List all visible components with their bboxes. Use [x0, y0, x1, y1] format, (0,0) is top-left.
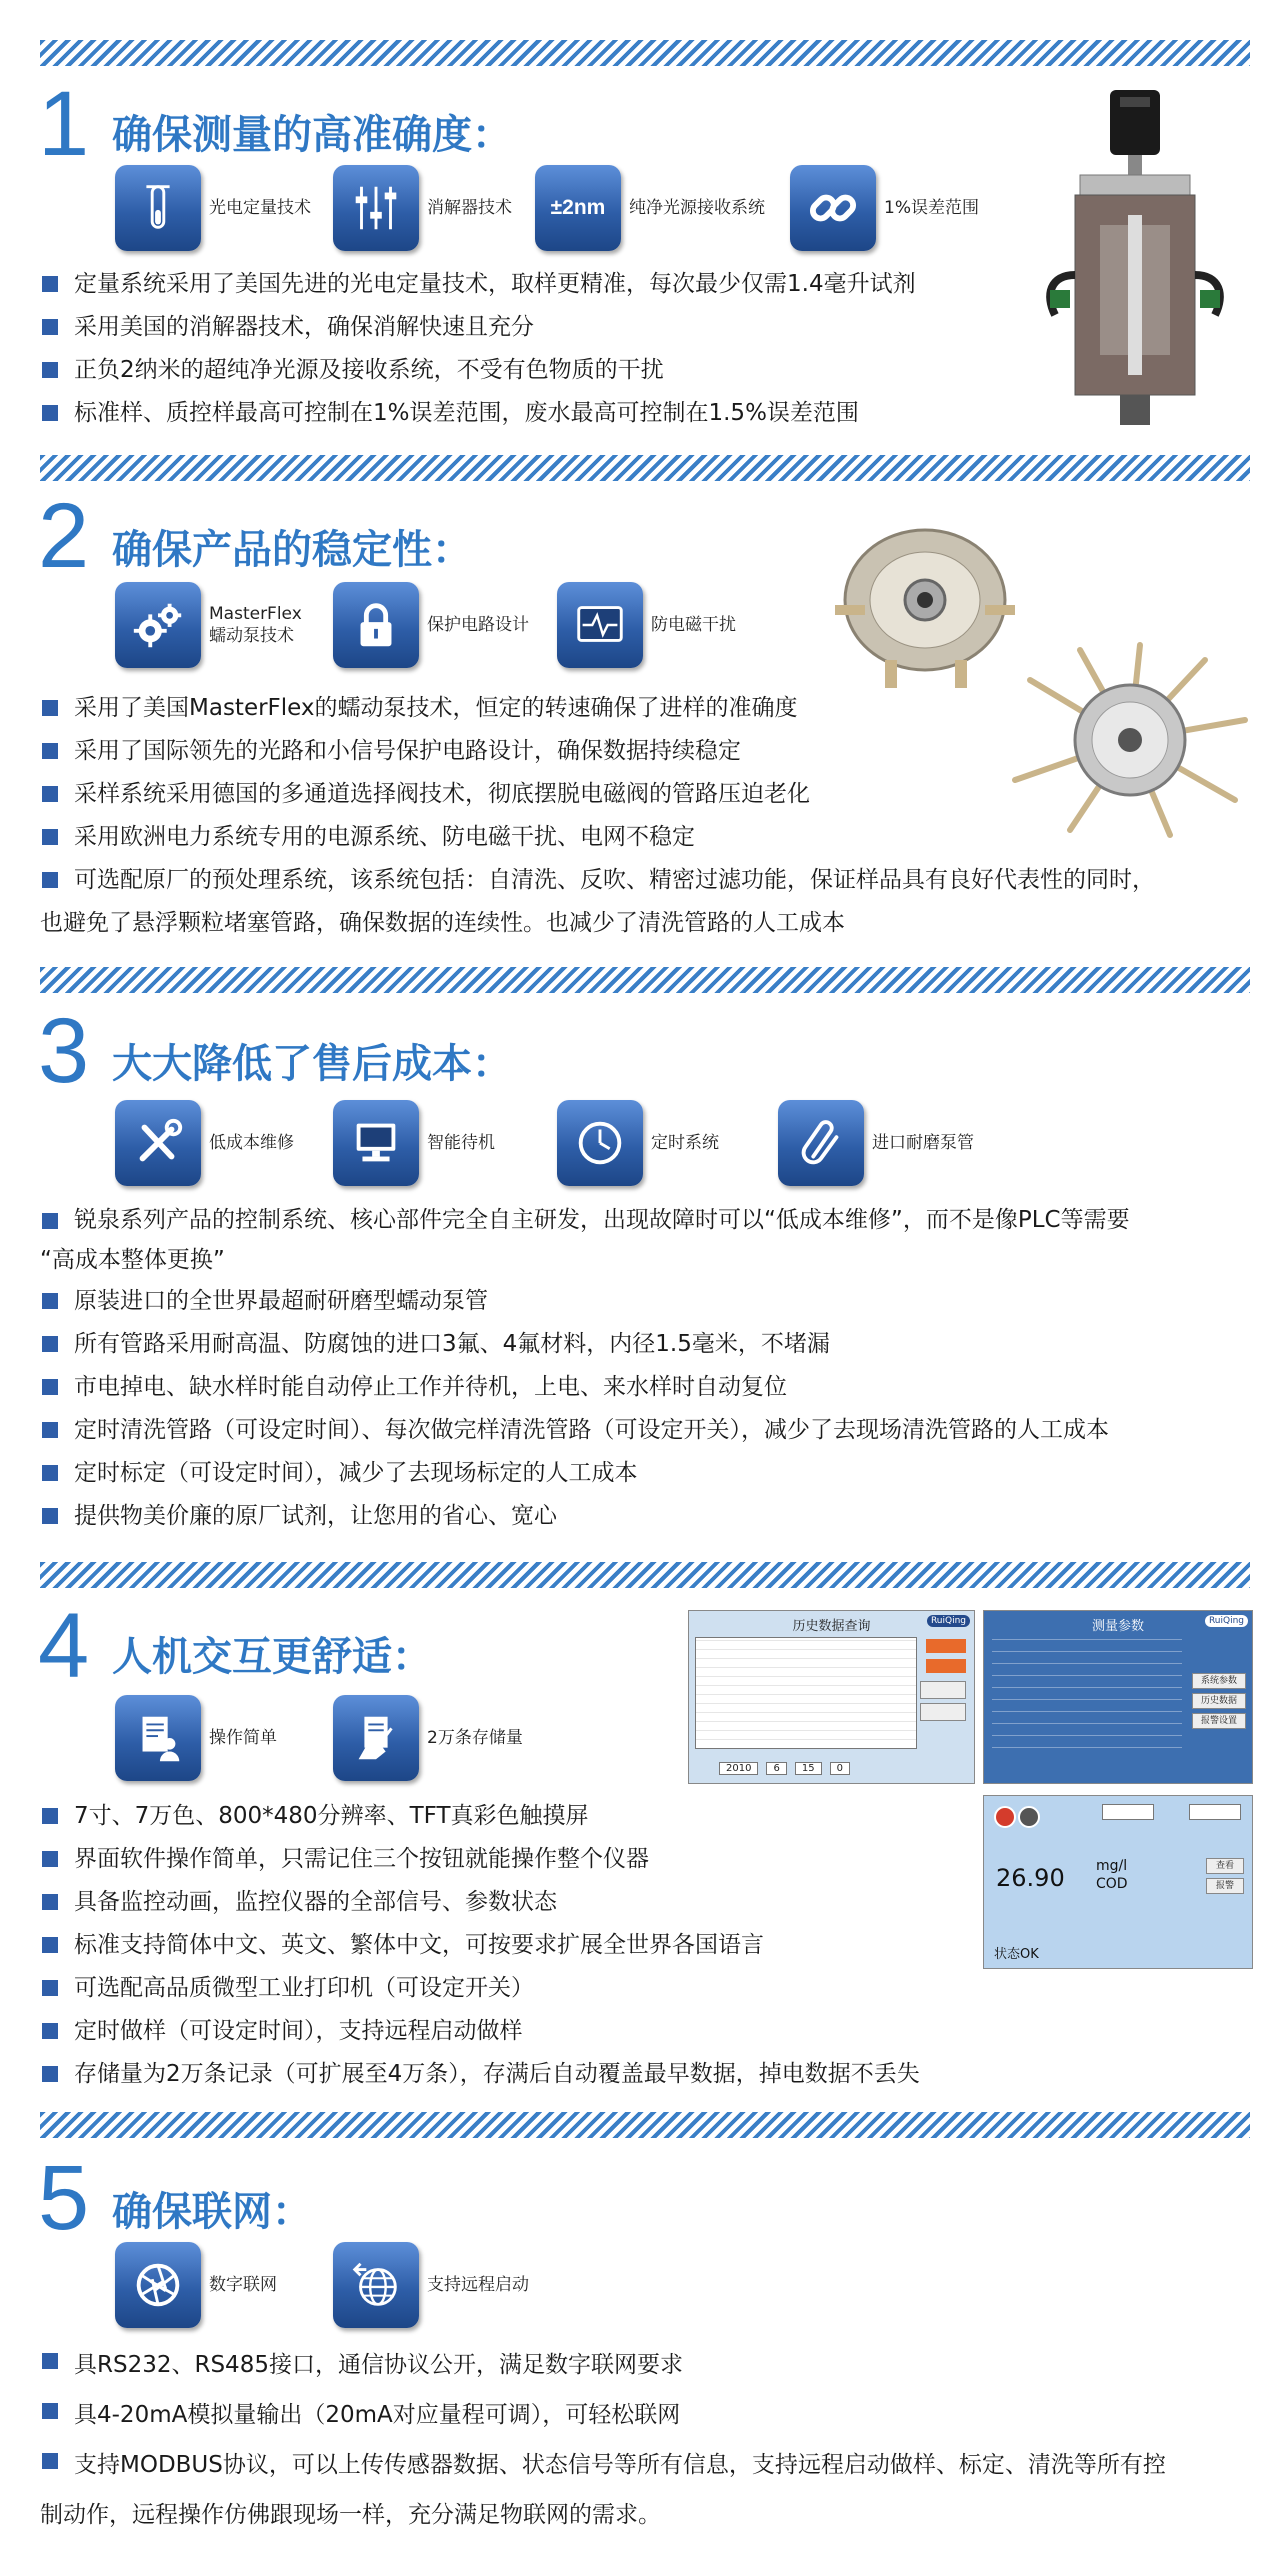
- waveform-monitor-icon: [557, 582, 643, 668]
- section-divider: [40, 2112, 1250, 2138]
- list-item: 定时做样（可设定时间），支持远程启动做样: [40, 2010, 1245, 2053]
- list-item: 具备监控动画，监控仪器的全部信号、参数状态: [40, 1881, 1245, 1924]
- side-button[interactable]: [920, 1703, 966, 1721]
- list-item: 正负2纳米的超纯净光源及接收系统，不受有色物质的干扰: [40, 349, 1245, 392]
- section-divider: [40, 967, 1250, 993]
- list-item: 定时标定（可设定时间），减少了去现场标定的人工成本: [40, 1452, 1245, 1495]
- compass-clock-icon: [557, 1100, 643, 1186]
- feature-label: 进口耐磨泵管: [872, 1132, 974, 1153]
- alarm-button[interactable]: 报警: [1206, 1878, 1244, 1894]
- list-item: 可选配高品质微型工业打印机（可设定开关）: [40, 1967, 1245, 2010]
- feature-item: [115, 580, 302, 670]
- list-item: 市电掉电、缺水样时能自动停止工作并待机，上电、来水样时自动复位: [40, 1366, 1245, 1409]
- section-title: 确保联网：: [112, 2189, 312, 2235]
- list-item: 采用了国际领先的光路和小信号保护电路设计，确保数据持续稳定: [40, 730, 1245, 773]
- feature-label: 定时系统: [651, 1132, 719, 1153]
- year-field[interactable]: 2010: [719, 1762, 758, 1775]
- feature-item: [790, 163, 979, 253]
- list-item: 支持MODBUS协议，可以上传传感器数据、状态信号等所有信息，支持远程启动做样、标定、清洗等所有控: [40, 2440, 1245, 2490]
- feature-item: [535, 163, 765, 253]
- digestion-module-image: [1040, 85, 1230, 445]
- hand-writing-icon: [333, 1695, 419, 1781]
- feature-label: 2万条存储量: [427, 1727, 523, 1748]
- parameter-list: [992, 1639, 1182, 1759]
- section-number: 5: [38, 2147, 90, 2249]
- selection-valve-image: [1010, 640, 1250, 840]
- side-button[interactable]: [926, 1659, 966, 1673]
- chain-link-icon: [790, 165, 876, 251]
- icon-text: ±2nm: [550, 196, 606, 219]
- view-button[interactable]: 查看: [1206, 1858, 1244, 1874]
- day-field[interactable]: 15: [795, 1762, 822, 1775]
- feature-item: [333, 163, 512, 253]
- mixer-sliders-icon: [333, 165, 419, 251]
- computer-icon: [333, 1100, 419, 1186]
- feature-label: [209, 603, 302, 647]
- logo-badge: RuiQing: [1205, 1615, 1248, 1627]
- aperture-network-icon: [115, 2242, 201, 2328]
- input-box[interactable]: [1189, 1804, 1241, 1820]
- list-item: 采用欧洲电力系统专用的电源系统、防电磁干扰、电网不稳定: [40, 816, 1245, 859]
- bullet-list: [40, 2340, 1245, 2540]
- main-display-screen: [983, 1795, 1253, 1969]
- list-item: 存储量为2万条记录（可扩展至4万条），存满后自动覆盖最早数据，掉电数据不丢失: [40, 2053, 1245, 2096]
- section-title: 人机交互更舒适：: [112, 1634, 432, 1680]
- list-item: 可选配原厂的预处理系统，该系统包括：自清洗、反吹、精密过滤功能，保证样品具有良好代表性的同时，: [40, 859, 1245, 902]
- side-button[interactable]: 系统参数: [1192, 1673, 1246, 1689]
- feature-item: [557, 580, 736, 670]
- feature-label: 1%误差范围: [884, 197, 979, 218]
- paperclip-icon: [778, 1100, 864, 1186]
- measurement-unit: mg/l: [1096, 1858, 1128, 1874]
- feature-label: 防电磁干扰: [651, 614, 736, 635]
- status-text: 状态OK: [994, 1947, 1039, 1962]
- list-item: 锐泉系列产品的控制系统、核心部件完全自主研发，出现故障时可以“低成本维修”，而不是像PLC等需要: [40, 1200, 1245, 1240]
- wavelength-2nm-icon: [535, 165, 621, 251]
- feature-item: [333, 580, 529, 670]
- side-button[interactable]: [920, 1681, 966, 1699]
- feature-item: [115, 2240, 277, 2330]
- month-field[interactable]: 6: [766, 1762, 786, 1775]
- list-item: 界面软件操作简单，只需记住三个按钮就能操作整个仪器: [40, 1838, 1245, 1881]
- section-title: 确保测量的高准确度：: [112, 112, 512, 158]
- history-table: [695, 1637, 917, 1749]
- peristaltic-pump-image: [825, 510, 1025, 690]
- status-light-icon: [994, 1806, 1016, 1828]
- list-item: 提供物美价廉的原厂试剂，让您用的省心、宽心: [40, 1495, 1245, 1538]
- section-divider: [40, 455, 1250, 481]
- feature-item: [778, 1098, 974, 1188]
- feature-label: 保护电路设计: [427, 614, 529, 635]
- list-item: 原装进口的全世界最超耐研磨型蠕动泵管: [40, 1280, 1245, 1323]
- feature-item: [115, 1693, 277, 1783]
- input-box[interactable]: [1102, 1804, 1154, 1820]
- alarm-light-icon: [1018, 1806, 1040, 1828]
- feature-label: 数字联网: [209, 2274, 277, 2295]
- list-item: 标准样、质控样最高可控制在1%误差范围，废水最高可控制在1.5%误差范围: [40, 392, 1245, 435]
- list-item: 标准支持简体中文、英文、繁体中文，可按要求扩展全世界各国语言: [40, 1924, 1245, 1967]
- list-item: 采用美国的消解器技术，确保消解快速且充分: [40, 306, 1245, 349]
- list-item: 采样系统采用德国的多通道选择阀技术，彻底摆脱电磁阀的管路压迫老化: [40, 773, 1245, 816]
- list-item-continuation: “高成本整体更换”: [40, 1247, 225, 1273]
- padlock-icon: [333, 582, 419, 668]
- list-item: 定时清洗管路（可设定时间）、每次做完样清洗管路（可设定开关），减少了去现场清洗管路的人工成本: [40, 1409, 1245, 1452]
- feature-label: 光电定量技术: [209, 197, 311, 218]
- section-number: 4: [38, 1595, 90, 1697]
- feature-label: 消解器技术: [427, 197, 512, 218]
- feature-label: 支持远程启动: [427, 2274, 529, 2295]
- test-tube-icon: [115, 165, 201, 251]
- screen-title: 测量参数: [1091, 1619, 1144, 1634]
- side-button[interactable]: [926, 1639, 966, 1653]
- section-number: 1: [38, 73, 90, 175]
- measurement-parameter: COD: [1096, 1876, 1128, 1892]
- feature-item: [333, 1098, 495, 1188]
- feature-item: [333, 2240, 529, 2330]
- section-title: 确保产品的稳定性：: [112, 527, 472, 573]
- logo-badge: RuiQing: [927, 1615, 970, 1627]
- list-item: 定量系统采用了美国先进的光电定量技术，取样更精准，每次最少仅需1.4毫升试剂: [40, 263, 1245, 306]
- measurement-value: 26.90: [996, 1864, 1065, 1892]
- list-item: 采用了美国MasterFlex的蠕动泵技术，恒定的转速确保了进样的准确度: [40, 687, 1245, 730]
- feature-item: [115, 1098, 294, 1188]
- history-screen: [688, 1610, 975, 1784]
- section-number: 3: [38, 1000, 90, 1102]
- feature-label: 操作简单: [209, 1727, 277, 1748]
- feature-label: 纯净光源接收系统: [629, 197, 765, 218]
- side-button[interactable]: 报警设置: [1192, 1713, 1246, 1729]
- section-divider: [40, 1562, 1250, 1588]
- parameters-screen: [983, 1610, 1253, 1784]
- side-button[interactable]: 历史数据: [1192, 1693, 1246, 1709]
- hour-field[interactable]: 0: [830, 1762, 850, 1775]
- feature-item: [557, 1098, 719, 1188]
- list-item: 具RS232、RS485接口，通信协议公开，满足数字联网要求: [40, 2340, 1245, 2390]
- feature-item: [333, 1693, 523, 1783]
- section-title: 大大降低了售后成本：: [112, 1041, 512, 1087]
- list-item: 具4-20mA模拟量输出（20mA对应量程可调），可轻松联网: [40, 2390, 1245, 2440]
- list-item-continuation: 制动作，远程操作仿佛跟现场一样，充分满足物联网的需求。: [40, 2502, 661, 2528]
- wrench-screwdriver-icon: [115, 1100, 201, 1186]
- feature-label: 低成本维修: [209, 1132, 294, 1153]
- list-item: 所有管路采用耐高温、防腐蚀的进口3氟、4氟材料，内径1.5毫米，不堵漏: [40, 1323, 1245, 1366]
- feature-label-line: 蠕动泵技术: [209, 626, 294, 646]
- gears-icon: [115, 582, 201, 668]
- document-person-icon: [115, 1695, 201, 1781]
- screen-title: 历史数据查询: [792, 1619, 871, 1634]
- section-number: 2: [38, 485, 90, 587]
- globe-icon: [333, 2242, 419, 2328]
- date-filter-row: [719, 1762, 850, 1775]
- section-divider: [40, 40, 1250, 66]
- list-item: 7寸、7万色、800*480分辨率、TFT真彩色触摸屏: [40, 1795, 1245, 1838]
- feature-label: 智能待机: [427, 1132, 495, 1153]
- feature-label-line: MasterFlex: [209, 603, 302, 624]
- list-item-continuation: 也避免了悬浮颗粒堵塞管路，确保数据的连续性。也减少了清洗管路的人工成本: [40, 910, 845, 936]
- bullet-list: [40, 1200, 1245, 1538]
- feature-item: [115, 163, 311, 253]
